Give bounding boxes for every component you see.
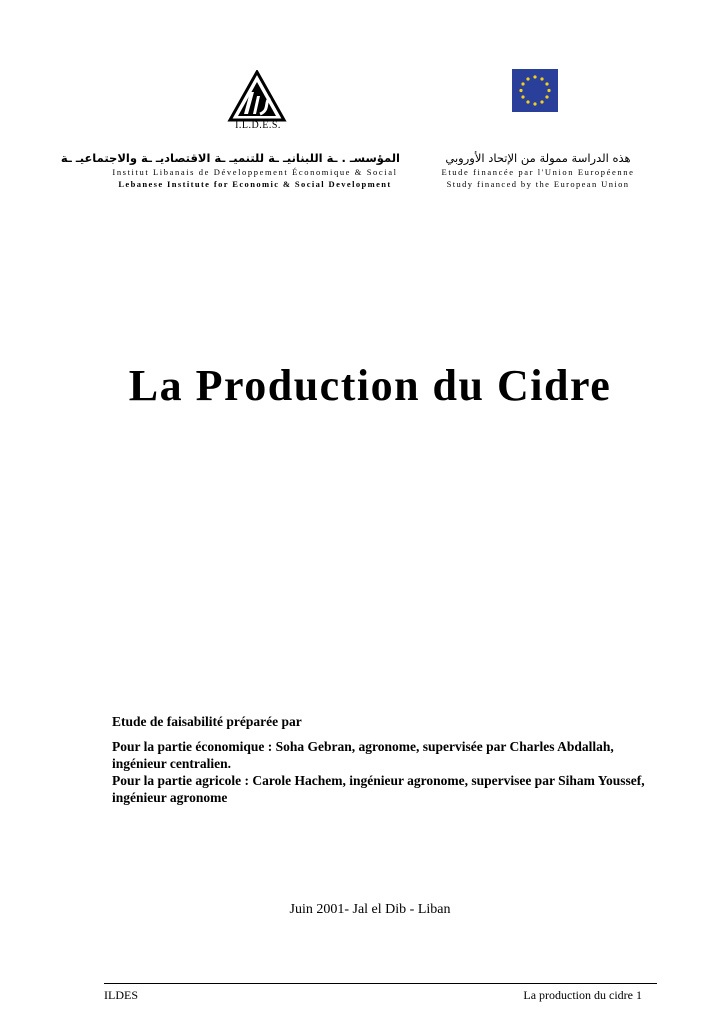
european-union-flag-icon bbox=[512, 69, 558, 112]
economic-part-title: ingénieur centralien. bbox=[112, 756, 231, 771]
document-title: La Production du Cidre bbox=[128, 361, 612, 410]
funding-note-arabic: هذه الدراسة ممولة من الإتحاد الأوروبي bbox=[445, 151, 631, 165]
institute-name-english: Lebanese Institute for Economic & Social Development bbox=[118, 179, 392, 189]
institute-name-arabic: المؤسسـ . ـة اللبنانيـ ـة للتنميـ ـة الاقتصاديـ ـة والاجتماعيـ ـة bbox=[60, 151, 400, 165]
ildes-logo-caption: I.L.D.E.S. bbox=[235, 120, 281, 131]
footer-divider bbox=[104, 983, 657, 984]
agricultural-part-credit: Pour la partie agricole : Carole Hachem, ingénieur agronome, supervisee par Siham Youssef, bbox=[112, 773, 645, 788]
agricultural-part-title: ingénieur agronome bbox=[112, 790, 228, 805]
institute-name-french: Institut Libanais de Développement Économique & Social bbox=[112, 167, 398, 177]
study-credits bbox=[112, 713, 656, 806]
footer-organization: ILDES bbox=[104, 988, 138, 1002]
study-heading: Etude de faisabilité préparée par bbox=[112, 714, 302, 729]
footer-page-label: La production du cidre 1 bbox=[523, 988, 642, 1002]
date-place: Juin 2001- Jal el Dib - Liban bbox=[289, 902, 451, 917]
funding-header bbox=[418, 150, 658, 190]
institute-header bbox=[60, 150, 400, 190]
economic-part-credit: Pour la partie économique : Soha Gebran, agronome, supervisée par Charles Abdallah, bbox=[112, 739, 614, 754]
funding-note-english: Study financed by the European Union bbox=[446, 179, 630, 189]
funding-note-french: Etude financée par l'Union Européenne bbox=[441, 167, 635, 177]
